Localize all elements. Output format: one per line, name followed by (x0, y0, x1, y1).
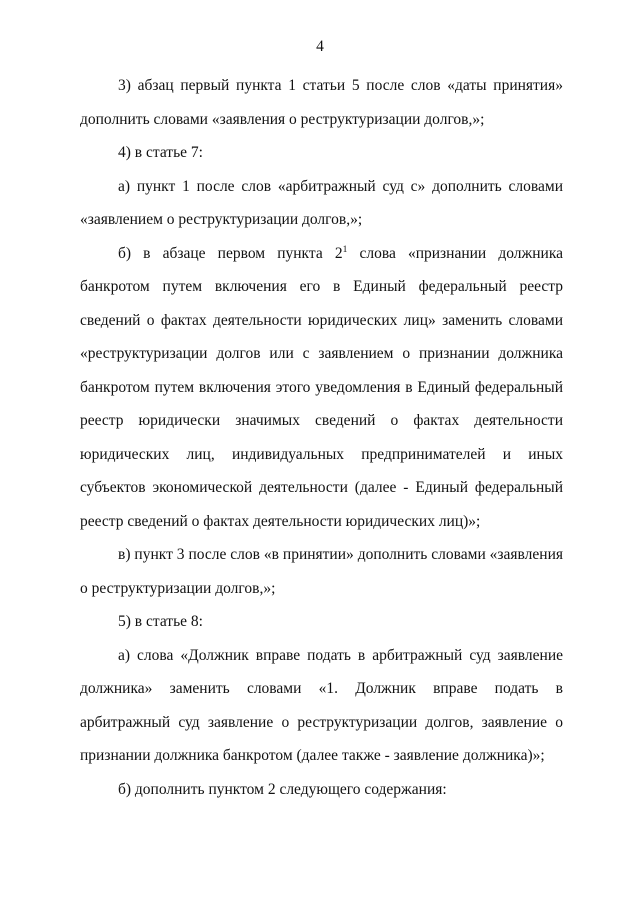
paragraph-item-4: 4) в статье 7: (118, 144, 203, 161)
document-body (80, 69, 563, 806)
paragraph-subitem-4b-start: б) в абзаце первом пункта 2 (118, 244, 343, 262)
superscript-marker: 1 (342, 244, 348, 255)
paragraph-subitem-4b-rest: слова «признании должника банкротом путем включения его в Единый федеральный реестр сведений о фактах деятельности юридических лиц» заменить словами «реструктуризации долгов или с заявлением о признании должника банкротом путем включения этого уведомления в Единый федеральный реестр юридически значимых сведений о фактах деятельности юридических лиц, индивидуальных предпринимателей и иных субъектов экономической деятельности (далее - Единый федеральный реестр сведений о фактах деятельности юридических лиц)»; (80, 244, 563, 530)
paragraph-subitem-4c: в) пункт 3 после слов «в принятии» дополнить словами «заявления о реструктуризации долгов,»; (80, 546, 563, 597)
paragraph-item-5: 5) в статье 8: (118, 613, 203, 630)
paragraph-subitem-5b: б) дополнить пунктом 2 следующего содержания: (118, 780, 447, 798)
page-number: 4 (316, 38, 324, 55)
paragraph-subitem-5a: а) слова «Должник вправе подать в арбитражный суд заявление должника» заменить словами «1. Должник вправе подать в арбитражный суд заявление о реструктуризации долгов, заявление о признании должника банкротом (далее также - заявление должника)»; (80, 646, 563, 764)
paragraph-subitem-4b (80, 237, 563, 539)
paragraph-item-3: 3) абзац первый пункта 1 статьи 5 после слов «даты принятия» дополнить словами «заявления о реструктуризации долгов,»; (80, 77, 563, 128)
paragraph-subitem-4a: а) пункт 1 после слов «арбитражный суд с» дополнить словами «заявлением о реструктуризации долгов,»; (80, 177, 563, 228)
